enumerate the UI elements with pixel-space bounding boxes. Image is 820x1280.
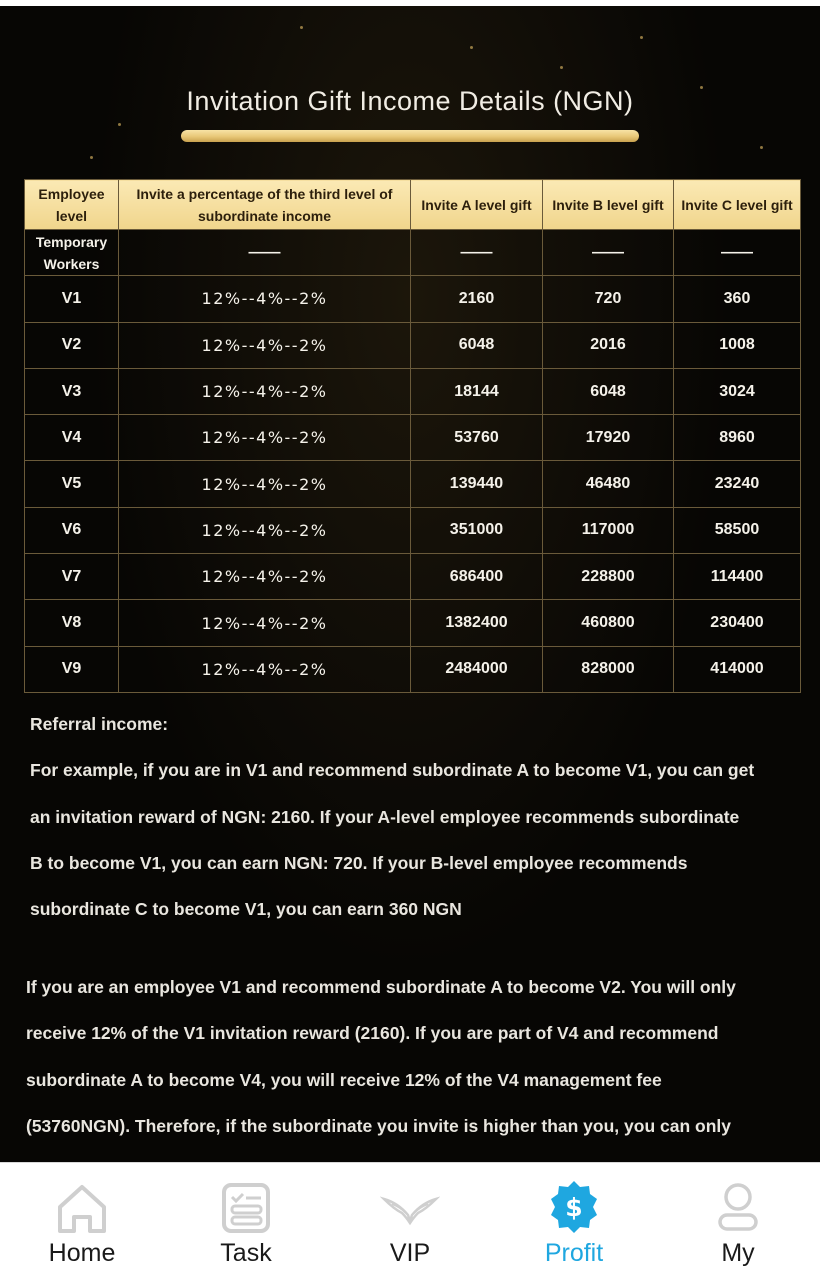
- bottom-nav: [0, 1162, 820, 1280]
- nav-label: My: [721, 1239, 755, 1267]
- table-row: [25, 554, 801, 600]
- cell-invite-c: 360: [674, 276, 801, 322]
- cell-percentage: 12%--4%--2%: [119, 276, 411, 322]
- cell-invite-a: 139440: [411, 461, 543, 507]
- home-icon: [52, 1177, 112, 1237]
- cell-percentage: 12%--4%--2%: [119, 322, 411, 368]
- table-row: [25, 415, 801, 461]
- nav-label: Home: [48, 1239, 116, 1267]
- header-employee-level: Employee level: [25, 180, 119, 230]
- page-title: Invitation Gift Income Details (NGN): [186, 86, 634, 116]
- referral-paragraph-line: subordinate C to become V1, you can earn 360 NGN: [30, 899, 462, 920]
- rules-paragraph-line: (53760NGN). Therefore, if the subordinate you invite is higher than you, you can only: [26, 1115, 731, 1136]
- table-row: [25, 276, 801, 322]
- referral-paragraph-line: an invitation reward of NGN: 2160. If your A-level employee recommends subordinate: [30, 806, 740, 827]
- cell-invite-c: 58500: [674, 507, 801, 553]
- cell-invite-a: 1382400: [411, 600, 543, 646]
- cell-invite-a: 53760: [411, 415, 543, 461]
- vip-wings-icon: [380, 1177, 440, 1237]
- table-row: [25, 322, 801, 368]
- cell-invite-c: 414000: [674, 646, 801, 692]
- cell-invite-b: 828000: [543, 646, 674, 692]
- cell-invite-b: 17920: [543, 415, 674, 461]
- table-row: [25, 646, 801, 692]
- header-invite-c: Invite C level gift: [674, 180, 801, 230]
- referral-income-section: [30, 701, 800, 932]
- cell-invite-b: 720: [543, 276, 674, 322]
- cell-level: V7: [25, 554, 119, 600]
- cell-level: V9: [25, 646, 119, 692]
- nav-item-my[interactable]: [656, 1163, 820, 1280]
- cell-level: V5: [25, 461, 119, 507]
- table-row: [25, 507, 801, 553]
- gift-income-table: [24, 179, 801, 693]
- cell-level: V8: [25, 600, 119, 646]
- cell-percentage: 12%--4%--2%: [119, 646, 411, 692]
- cell-level: V1: [25, 276, 119, 322]
- referral-heading: Referral income:: [30, 714, 169, 734]
- nav-label: Task: [220, 1239, 272, 1267]
- cell-percentage: 12%--4%--2%: [119, 600, 411, 646]
- svg-text:$: $: [565, 1193, 583, 1222]
- header-percentage: Invite a percentage of the third level of subordinate income: [119, 180, 411, 230]
- nav-item-task[interactable]: [164, 1163, 328, 1280]
- cell-invite-b: 460800: [543, 600, 674, 646]
- cell-invite-c: 8960: [674, 415, 801, 461]
- cell-percentage: ——: [119, 230, 411, 276]
- cell-invite-b: 46480: [543, 461, 674, 507]
- cell-invite-c: 23240: [674, 461, 801, 507]
- profit-dollar-icon: [544, 1177, 604, 1237]
- cell-percentage: 12%--4%--2%: [119, 368, 411, 414]
- cell-invite-b: 6048: [543, 368, 674, 414]
- table-row: [25, 230, 801, 276]
- rules-paragraph-line: If you are an employee V1 and recommend subordinate A to become V2. You will only: [26, 977, 736, 997]
- nav-item-vip[interactable]: [328, 1163, 492, 1280]
- referral-rules-section: [26, 964, 796, 1149]
- cell-invite-b: 117000: [543, 507, 674, 553]
- table-row: [25, 368, 801, 414]
- referral-paragraph-line: For example, if you are in V1 and recommend subordinate A to become V1, you can get: [30, 760, 755, 781]
- content-screen: [0, 6, 820, 1162]
- cell-invite-b: ——: [543, 230, 674, 276]
- cell-percentage: 12%--4%--2%: [119, 415, 411, 461]
- cell-level: V2: [25, 322, 119, 368]
- cell-invite-c: 230400: [674, 600, 801, 646]
- cell-invite-a: 2160: [411, 276, 543, 322]
- cell-invite-a: ——: [411, 230, 543, 276]
- cell-percentage: 12%--4%--2%: [119, 554, 411, 600]
- rules-paragraph-line: receive 12% of the V1 invitation reward (2160). If you are part of V4 and recommend: [26, 1023, 719, 1044]
- nav-label: VIP: [389, 1239, 431, 1267]
- table-row: [25, 461, 801, 507]
- cell-percentage: 12%--4%--2%: [119, 507, 411, 553]
- referral-paragraph-line: B to become V1, you can earn NGN: 720. If your B-level employee recommends: [30, 852, 688, 873]
- cell-invite-a: 686400: [411, 554, 543, 600]
- cell-level: V3: [25, 368, 119, 414]
- cell-invite-b: 2016: [543, 322, 674, 368]
- cell-invite-a: 18144: [411, 368, 543, 414]
- nav-item-home[interactable]: [0, 1163, 164, 1280]
- cell-invite-a: 351000: [411, 507, 543, 553]
- title-underline: [181, 130, 639, 142]
- cell-invite-c: ——: [674, 230, 801, 276]
- nav-label: Profit: [544, 1239, 604, 1267]
- header-invite-a: Invite A level gift: [411, 180, 543, 230]
- nav-item-profit[interactable]: [492, 1163, 656, 1280]
- header-invite-b: Invite B level gift: [543, 180, 674, 230]
- table-row: [25, 600, 801, 646]
- table-header-row: [25, 180, 801, 230]
- cell-level: V6: [25, 507, 119, 553]
- cell-invite-c: 1008: [674, 322, 801, 368]
- cell-invite-c: 3024: [674, 368, 801, 414]
- cell-percentage: 12%--4%--2%: [119, 461, 411, 507]
- cell-level: Temporary Workers: [25, 230, 119, 276]
- cell-invite-a: 6048: [411, 322, 543, 368]
- rules-paragraph-line: subordinate A to become V4, you will receive 12% of the V4 management fee: [26, 1069, 662, 1090]
- cell-level: V4: [25, 415, 119, 461]
- user-icon: [708, 1177, 768, 1237]
- cell-invite-a: 2484000: [411, 646, 543, 692]
- task-icon: [216, 1177, 276, 1237]
- cell-invite-c: 114400: [674, 554, 801, 600]
- cell-invite-b: 228800: [543, 554, 674, 600]
